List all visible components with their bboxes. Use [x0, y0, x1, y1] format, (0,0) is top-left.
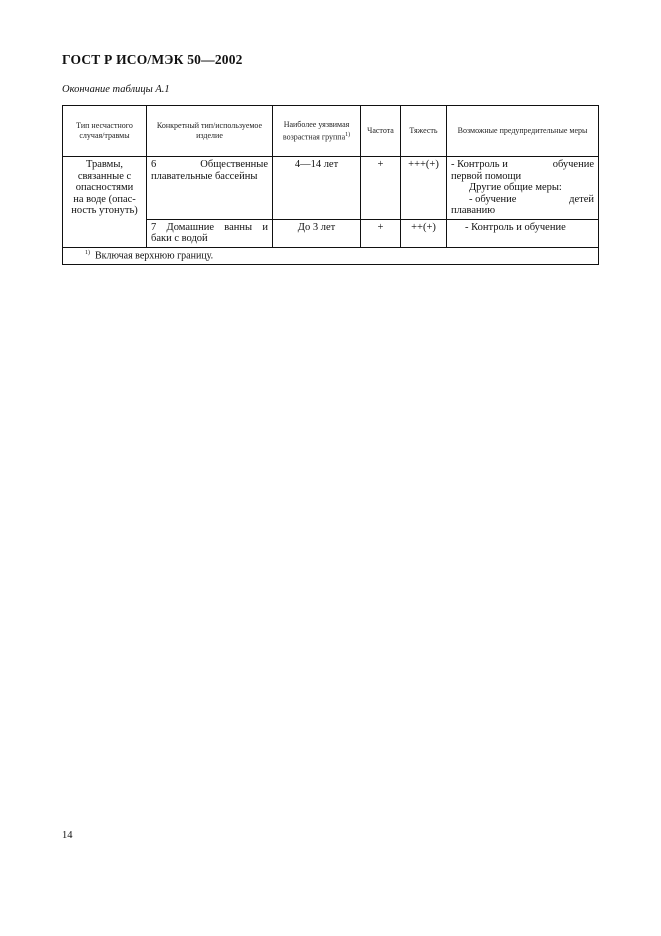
frequency-cell: + [361, 219, 401, 247]
footnote-row [63, 247, 599, 264]
severity-cell: ++(+) [401, 219, 447, 247]
col-header-severity: Тяжесть [401, 106, 447, 157]
col-header-frequency: Частота [361, 106, 401, 157]
table-footnote: $^{1)}$ Включая верхнюю границу. [63, 247, 599, 264]
age-group-cell: До 3 лет [273, 219, 361, 247]
injury-type-cell: Травмы, связанные с опасностями на воде (опас- ность утонуть) [63, 157, 147, 248]
col-header-age-group: Наиболее уязвимая возрастная группа$^{1)}$ [273, 106, 361, 157]
table-header-row [63, 106, 599, 157]
age-group-cell: 4—14 лет [273, 157, 361, 220]
hazard-table [62, 105, 599, 265]
measure-line: - Контроль и обучение [451, 159, 594, 170]
product-cell: 7 Домашние ванны и баки с водой [147, 219, 273, 247]
col-header-product: Конкретный тип/используемое изделие [147, 106, 273, 157]
footnote-ref: 1) [345, 131, 351, 138]
product-cell: 6 Общественные плавательные бассейны [147, 157, 273, 220]
col-header-injury-type: Тип несчастного случая/травмы [63, 106, 147, 157]
severity-cell: +++(+) [401, 157, 447, 220]
document-header: ГОСТ Р ИСО/МЭК 50—2002 [62, 52, 243, 67]
col-header-measures: Возможные предупредительные меры [447, 106, 599, 157]
measure-line: - обучение детей [469, 193, 594, 205]
frequency-cell: + [361, 157, 401, 220]
measure-line-end: детей [569, 193, 594, 205]
page-number: 14 [62, 830, 73, 841]
measures-cell: - Контроль и обучение первой помощи Другие общие меры: - обучение детей плаванию [447, 157, 599, 220]
measure-line-end: обучение [552, 159, 594, 170]
footnote-mark: 1) [85, 249, 90, 256]
measures-cell: - Контроль и обучение [447, 219, 599, 247]
table-caption: Окончание таблицы А.1 [62, 84, 170, 95]
table-row [63, 157, 599, 220]
